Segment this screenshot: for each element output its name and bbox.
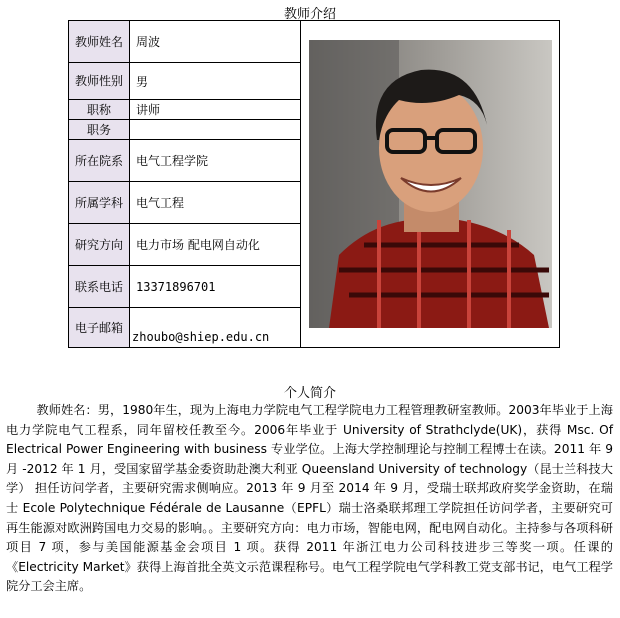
- teacher-gender: 男: [136, 74, 149, 89]
- value-discipline: 电气工程: [130, 182, 301, 224]
- value-name: [130, 21, 301, 63]
- label-department: 所在院系: [69, 140, 130, 182]
- label-research: 研究方向: [69, 224, 130, 266]
- intro-title: 个人简介: [283, 386, 336, 401]
- value-department: 电气工程学院: [130, 140, 301, 182]
- value-position: [130, 120, 301, 140]
- label-email: 电子邮箱: [69, 308, 130, 348]
- value-title: 讲师: [130, 100, 301, 120]
- label-phone: 联系电话: [69, 266, 130, 308]
- label-gender: 教师性别: [69, 63, 130, 100]
- photo-cell: [301, 21, 560, 348]
- value-research: 电力市场 配电网自动化: [130, 224, 301, 266]
- value-email[interactable]: zhoubo@shiep.edu.cn: [130, 308, 301, 348]
- value-gender: [130, 63, 301, 100]
- label-discipline: 所属学科: [69, 182, 130, 224]
- teacher-name: 周波: [136, 35, 161, 49]
- teacher-info-table: [68, 20, 560, 348]
- label-title: 职称: [69, 100, 130, 120]
- bio-paragraph: 教师姓名：男，1980年生，现为上海电力学院电气工程学院电力工程管理教研室教师。2003年毕业于上海电力学院电气工程系，同年留校任教至今。2006年毕业于 University of Strathclyde(UK)，获得 Msc. Of Electrical Power Engineering with business 专业学位。上海大学控制理论与控制工程博士在读。2011 年 9 月 -2012 年 1 月，受国家留学基金委资助赴澳大利亚 Queensland University of technology（昆士兰科技大学） 担任访问学者，主要研究需求侧响应。2013 年 9 月至 2014 年 9 月，受瑞士联邦政府奖学金资助，在瑞士 Ecole Polytechnique Fédérale de Lausanne（EPFL）瑞士洛桑联邦理工学院担任访问学者，主要研究可再生能源对欧洲跨国电力交易的影响。。主要研究方向：电力市场，智能电网，配电网自动化。主持参与各项科研项目 7 项，参与美国能源基金会项目 1 项。获得 2011 年浙江电力公司科技进步三等奖一项。任课的《Electricity Market》获得上海首批全英文示范课程称号。电气工程学院电气学科教工党支部书记，电气工程学院分工会主席。: [6, 403, 613, 594]
- value-phone: 13371896701: [130, 266, 301, 308]
- label-position: 职务: [69, 120, 130, 140]
- page-title: 教师介绍: [283, 7, 336, 22]
- teacher-photo: [309, 40, 552, 328]
- label-name: 教师姓名: [69, 21, 130, 63]
